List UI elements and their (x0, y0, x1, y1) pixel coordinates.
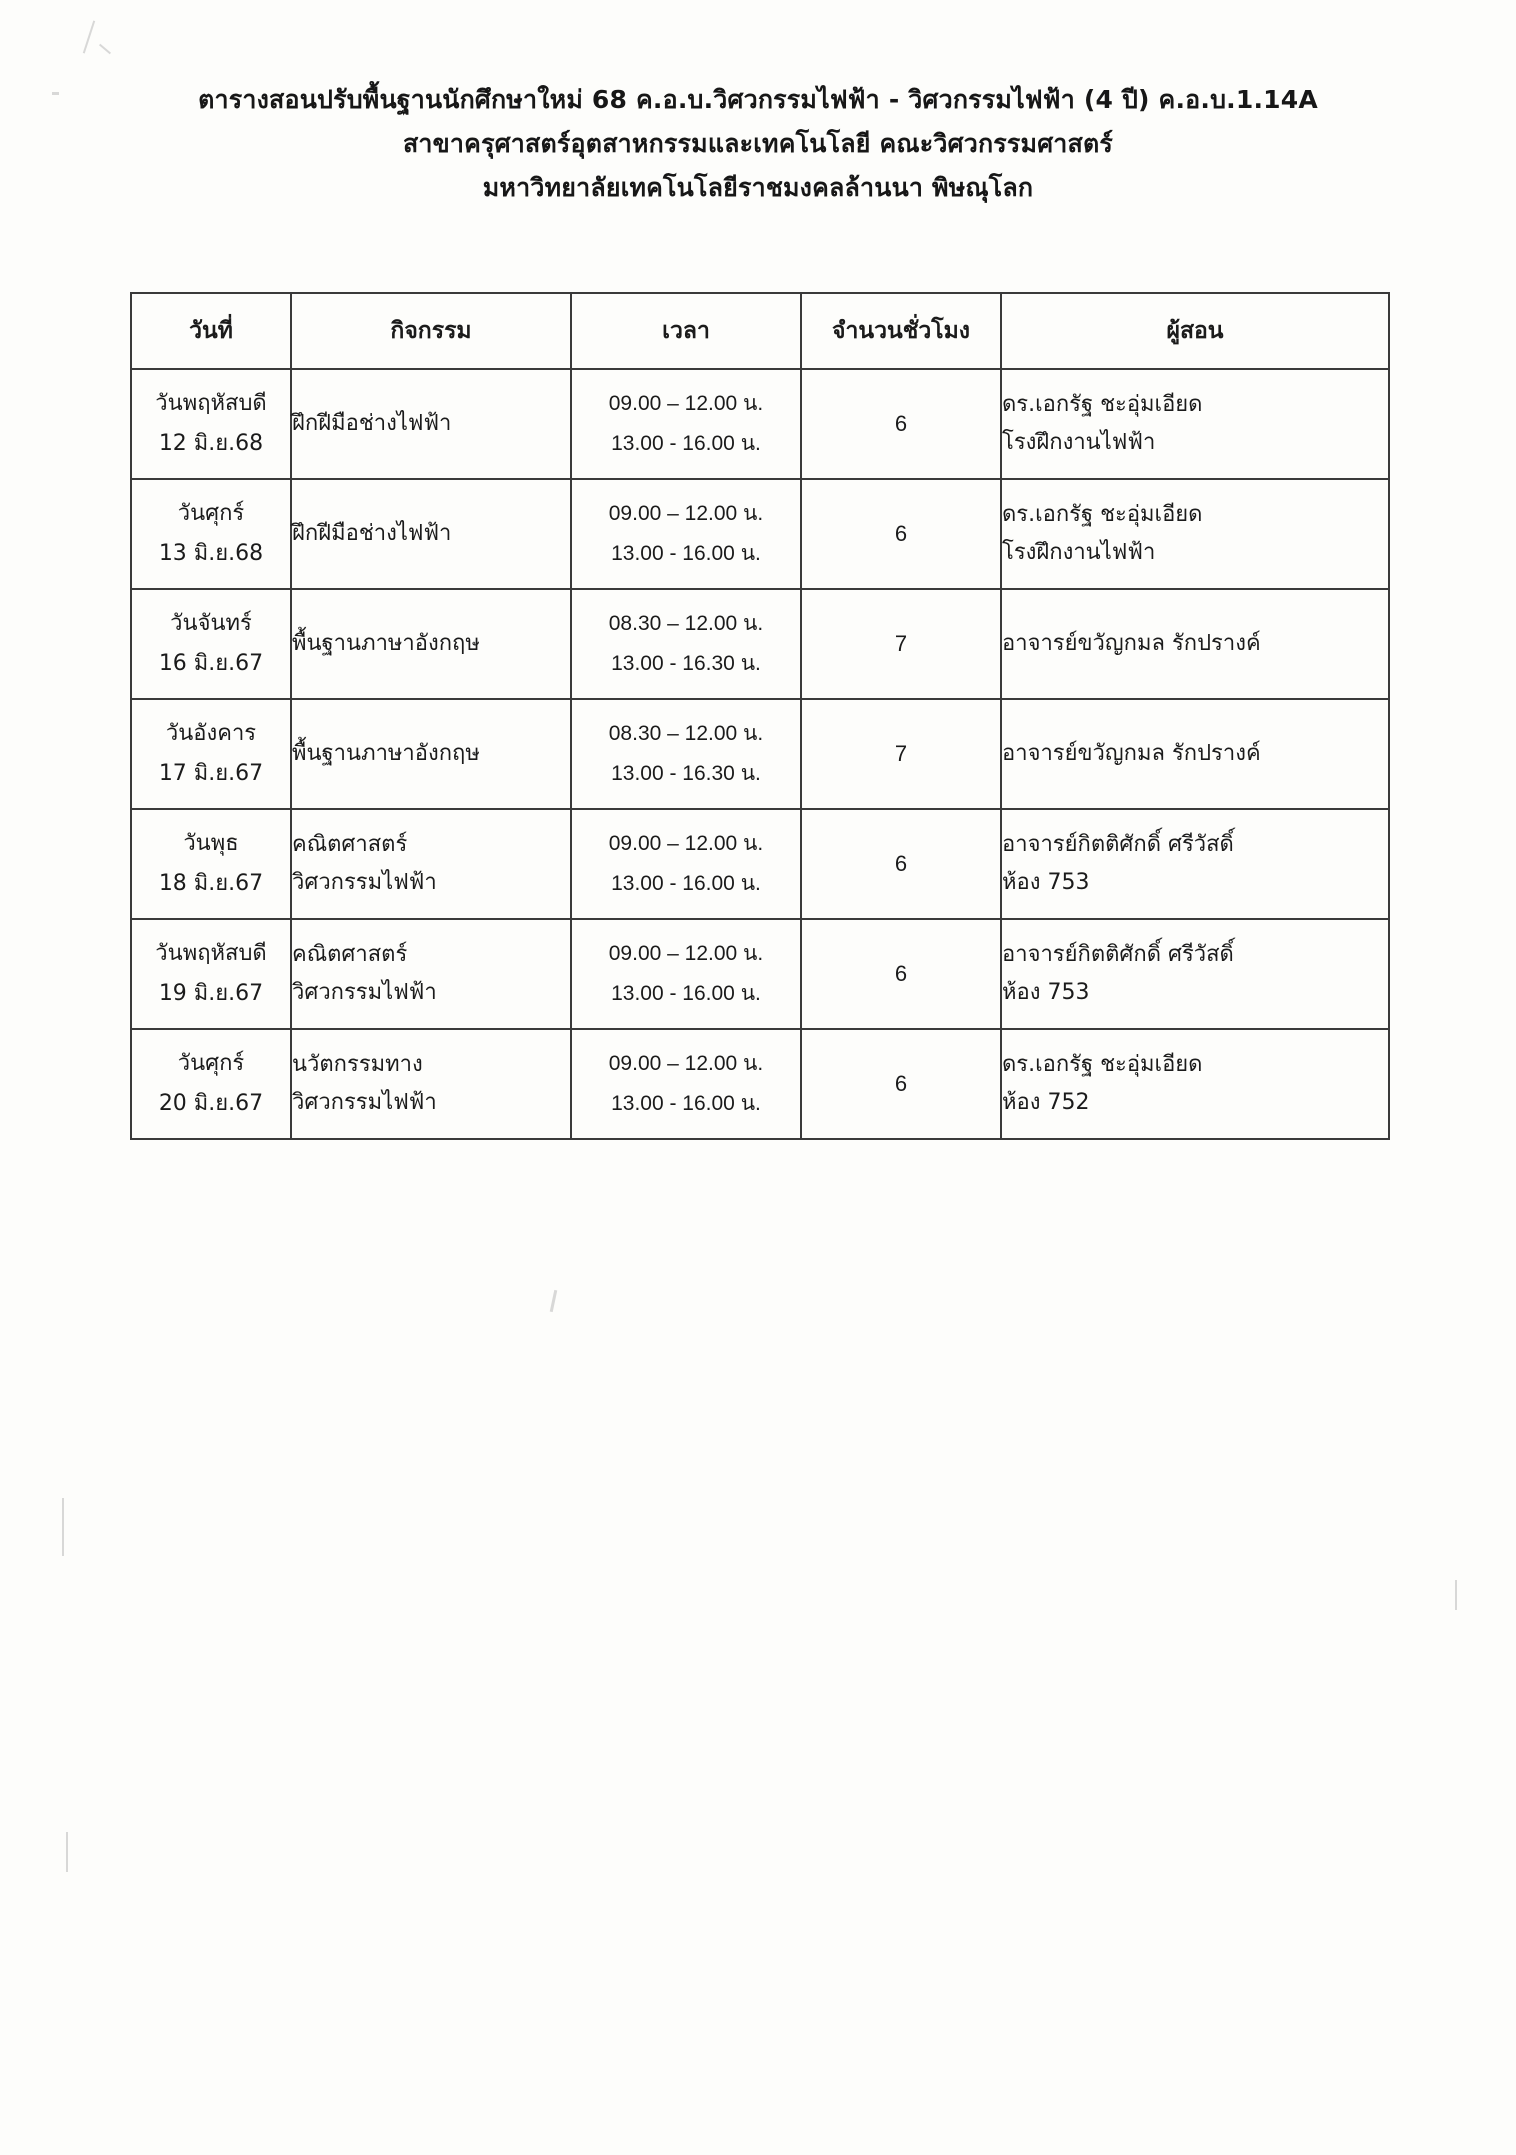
table-row (131, 1029, 1389, 1139)
table-header-row (131, 293, 1389, 369)
table-row (131, 479, 1389, 589)
date-day: วันพุธ (183, 831, 239, 856)
cell-hours: 7 (801, 699, 1001, 809)
cell-teacher (1001, 699, 1389, 809)
schedule-table (130, 292, 1390, 1140)
teacher-name: อาจารย์กิตติศักดิ์ ศรีวัสดิ์ (1002, 832, 1234, 857)
header-line-3: มหาวิทยาลัยเทคโนโลยีราชมงคลล้านนา พิษณุโลก (482, 173, 1034, 202)
date-value: 18 มิ.ย.67 (158, 871, 264, 896)
teacher-place: โรงฝึกงานไฟฟ้า (1002, 430, 1156, 455)
cell-date (131, 1029, 291, 1139)
activity-line-1: ฝึกฝีมือช่างไฟฟ้า (292, 411, 452, 436)
date-value: 16 มิ.ย.67 (158, 651, 264, 676)
header-line-2: สาขาครุศาสตร์อุตสาหกรรมและเทคโนโลยี คณะวิศวกรรมศาสตร์ (402, 129, 1114, 158)
cell-time (571, 809, 801, 919)
scan-artifact (62, 1498, 64, 1556)
cell-activity (291, 919, 571, 1029)
cell-date (131, 809, 291, 919)
activity-line-2: วิศวกรรมไฟฟ้า (292, 1090, 437, 1115)
activity-line-1: คณิตศาสตร์ (292, 942, 408, 967)
date-value: 17 มิ.ย.67 (158, 761, 264, 786)
date-day: วันอังคาร (165, 721, 257, 746)
column-header-teacher: ผู้สอน (1001, 293, 1389, 369)
document-header (0, 78, 1516, 210)
scan-artifact (83, 21, 95, 54)
time-afternoon: 13.00 - 16.00 น. (611, 982, 761, 1005)
teacher-place: ห้อง 753 (1002, 980, 1090, 1005)
teacher-name: อาจารย์กิตติศักดิ์ ศรีวัสดิ์ (1002, 942, 1234, 967)
cell-date (131, 919, 291, 1029)
time-morning: 09.00 – 12.00 น. (608, 1052, 764, 1075)
time-morning: 08.30 – 12.00 น. (608, 722, 764, 745)
date-day: วันศุกร์ (177, 1051, 245, 1076)
cell-activity (291, 699, 571, 809)
cell-hours: 6 (801, 369, 1001, 479)
cell-hours: 6 (801, 1029, 1001, 1139)
date-value: 20 มิ.ย.67 (158, 1091, 264, 1116)
activity-line-1: พื้นฐานภาษาอังกฤษ (292, 631, 480, 656)
activity-line-1: นวัตกรรมทาง (292, 1052, 423, 1077)
column-header-hours: จำนวนชั่วโมง (801, 293, 1001, 369)
date-day: วันศุกร์ (177, 501, 245, 526)
time-morning: 09.00 – 12.00 น. (608, 942, 764, 965)
cell-date (131, 699, 291, 809)
activity-line-1: คณิตศาสตร์ (292, 832, 408, 857)
activity-line-2: วิศวกรรมไฟฟ้า (292, 870, 437, 895)
cell-activity (291, 369, 571, 479)
teacher-name: อาจารย์ขวัญกมล รักปรางค์ (1002, 741, 1261, 766)
time-afternoon: 13.00 - 16.00 น. (611, 542, 761, 565)
schedule-table-wrapper (130, 292, 1388, 1140)
scan-artifact (99, 44, 111, 55)
time-afternoon: 13.00 - 16.00 น. (611, 1092, 761, 1115)
time-morning: 08.30 – 12.00 น. (608, 612, 764, 635)
cell-activity (291, 1029, 571, 1139)
cell-date (131, 479, 291, 589)
time-afternoon: 13.00 - 16.30 น. (611, 762, 761, 785)
cell-hours: 7 (801, 589, 1001, 699)
cell-date (131, 369, 291, 479)
cell-activity (291, 589, 571, 699)
scan-artifact (66, 1832, 68, 1872)
activity-line-1: พื้นฐานภาษาอังกฤษ (292, 741, 480, 766)
time-afternoon: 13.00 - 16.30 น. (611, 652, 761, 675)
cell-time (571, 919, 801, 1029)
cell-teacher (1001, 809, 1389, 919)
scan-artifact (1455, 1580, 1457, 1610)
date-day: วันพฤหัสบดี (155, 391, 267, 416)
column-header-date: วันที่ (131, 293, 291, 369)
cell-time (571, 1029, 801, 1139)
table-body (131, 369, 1389, 1139)
cell-teacher (1001, 369, 1389, 479)
teacher-place: ห้อง 752 (1002, 1090, 1090, 1115)
cell-activity (291, 479, 571, 589)
time-morning: 09.00 – 12.00 น. (608, 832, 764, 855)
teacher-place: ห้อง 753 (1002, 870, 1090, 895)
date-value: 13 มิ.ย.68 (158, 541, 264, 566)
teacher-name: อาจารย์ขวัญกมล รักปรางค์ (1002, 631, 1261, 656)
scan-artifact (550, 1290, 558, 1312)
cell-time (571, 589, 801, 699)
table-row (131, 809, 1389, 919)
time-afternoon: 13.00 - 16.00 น. (611, 872, 761, 895)
date-day: วันพฤหัสบดี (155, 941, 267, 966)
activity-line-1: ฝึกฝีมือช่างไฟฟ้า (292, 521, 452, 546)
table-row (131, 699, 1389, 809)
teacher-name: ดร.เอกรัฐ ชะอุ่มเอียด (1002, 502, 1203, 527)
teacher-place: โรงฝึกงานไฟฟ้า (1002, 540, 1156, 565)
activity-line-2: วิศวกรรมไฟฟ้า (292, 980, 437, 1005)
date-day: วันจันทร์ (170, 611, 252, 636)
cell-time (571, 699, 801, 809)
table-row (131, 919, 1389, 1029)
cell-time (571, 479, 801, 589)
teacher-name: ดร.เอกรัฐ ชะอุ่มเอียด (1002, 392, 1203, 417)
header-line-1: ตารางสอนปรับพื้นฐานนักศึกษาใหม่ 68 ค.อ.บ.วิศวกรรมไฟฟ้า - วิศวกรรมไฟฟ้า (4 ปี) ค.อ.บ.1.14A (198, 85, 1318, 114)
column-header-activity: กิจกรรม (291, 293, 571, 369)
cell-hours: 6 (801, 809, 1001, 919)
cell-teacher (1001, 479, 1389, 589)
table-row (131, 589, 1389, 699)
teacher-name: ดร.เอกรัฐ ชะอุ่มเอียด (1002, 1052, 1203, 1077)
cell-time (571, 369, 801, 479)
cell-teacher (1001, 589, 1389, 699)
date-value: 12 มิ.ย.68 (158, 431, 264, 456)
cell-teacher (1001, 919, 1389, 1029)
cell-date (131, 589, 291, 699)
column-header-time: เวลา (571, 293, 801, 369)
table-row (131, 369, 1389, 479)
cell-hours: 6 (801, 919, 1001, 1029)
time-morning: 09.00 – 12.00 น. (608, 502, 764, 525)
cell-teacher (1001, 1029, 1389, 1139)
time-morning: 09.00 – 12.00 น. (608, 392, 764, 415)
date-value: 19 มิ.ย.67 (158, 981, 264, 1006)
cell-activity (291, 809, 571, 919)
cell-hours: 6 (801, 479, 1001, 589)
time-afternoon: 13.00 - 16.00 น. (611, 432, 761, 455)
